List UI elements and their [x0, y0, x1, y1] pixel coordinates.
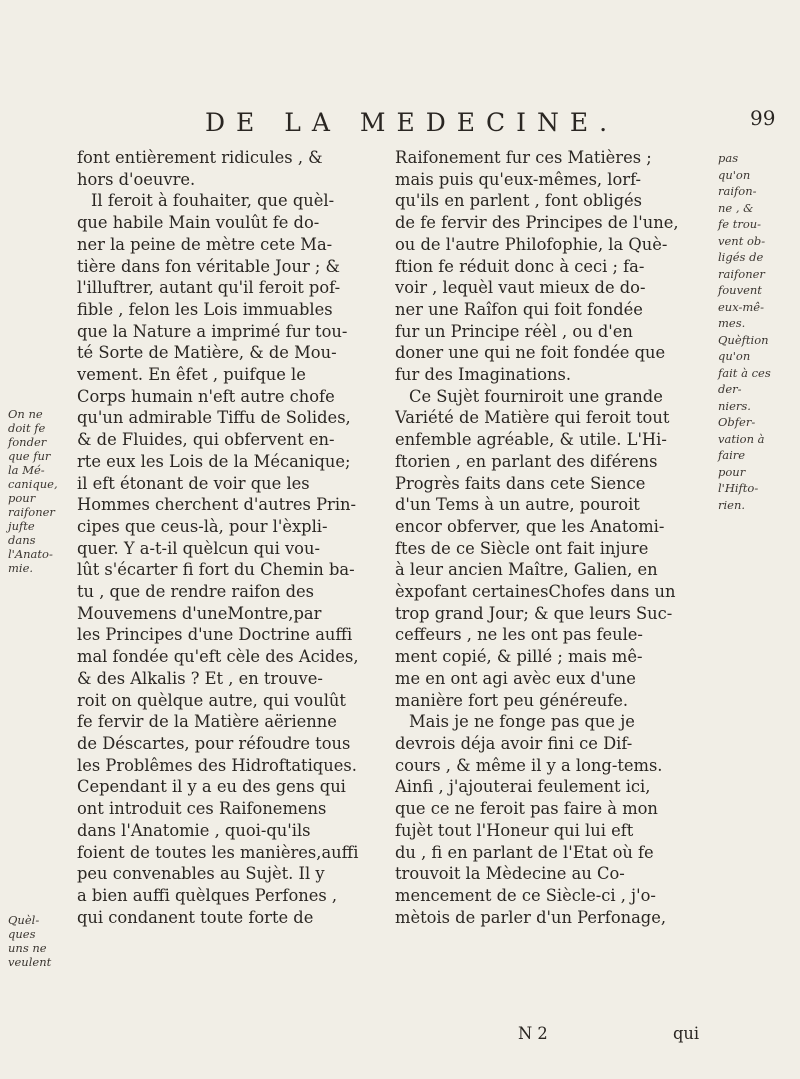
- text-line: Ainfi , j'ajouterai feulement ici,: [395, 777, 651, 797]
- margin-note-line: eux-mê-: [718, 299, 764, 314]
- margin-note-line: raifoner: [718, 266, 765, 281]
- text-line: peu convenables au Sujèt. Il y: [77, 864, 325, 884]
- text-line: qu'ils en parlent , font obligés: [395, 191, 643, 211]
- page-number: 99: [750, 106, 776, 130]
- text-line: hors d'oeuvre.: [77, 169, 196, 189]
- margin-note-line: Quèl-: [8, 913, 40, 927]
- text-line: Ce Sujèt fourniroit une grande: [409, 386, 663, 406]
- text-line: encor obferver, que les Anatomi-: [395, 516, 665, 536]
- margin-note-line: pas: [718, 151, 739, 165]
- left-margin-note-2: [8, 913, 76, 969]
- margin-note-line: l'Hifto-: [718, 481, 759, 495]
- text-line: me en ont agi avèc eux d'une: [395, 668, 636, 688]
- margin-note-line: jufte: [8, 519, 35, 533]
- text-line: cours , & même il y a long-tems.: [395, 755, 663, 775]
- text-line: que la Nature a imprimé fur tou-: [77, 321, 348, 341]
- margin-note-line: la Mé-: [8, 463, 45, 477]
- right-margin-notes: [718, 150, 798, 513]
- margin-note-line: canique,: [8, 477, 58, 491]
- text-line: de fe fervir des Principes de l'une,: [395, 213, 679, 233]
- text-line: Variété de Matière qui feroit tout: [395, 408, 670, 428]
- margin-note-line: raifon-: [718, 184, 757, 198]
- margin-note-line: dans: [8, 533, 36, 547]
- margin-note-line: doit fe: [8, 421, 46, 435]
- text-line: quer. Y a-t-il quèlcun qui vou-: [77, 538, 320, 558]
- text-line: Mouvemens d'uneMontre,par: [77, 603, 322, 623]
- text-line: enfemble agréable, & utile. L'Hi-: [395, 430, 667, 450]
- text-line: Corps humain n'eft autre chofe: [77, 386, 335, 406]
- left-text-column: [77, 147, 382, 928]
- text-line: ment copié, & pillé ; mais mê-: [395, 647, 643, 667]
- text-line: tière dans fon véritable Jour ; &: [77, 256, 341, 276]
- margin-note-line: qu'on: [718, 167, 751, 182]
- margin-note-line: rien.: [718, 497, 746, 512]
- text-line: qu'un admirable Tiffu de Solides,: [77, 408, 351, 428]
- text-line: que habile Main voulût fe do-: [77, 213, 320, 233]
- text-line: lût s'écarter fi fort du Chemin ba-: [77, 560, 355, 580]
- text-line: roit on quèlque autre, qui voulût: [77, 690, 346, 710]
- text-line: dans l'Anatomie , quoi-qu'ils: [77, 820, 311, 840]
- text-line: fible , felon les Lois immuables: [77, 299, 333, 319]
- text-line: Il feroit à fouhaiter, que quèl-: [91, 191, 335, 211]
- margin-note-line: ne , &: [718, 200, 754, 215]
- running-header: DE LA MEDECINE.: [205, 108, 619, 137]
- text-line: fur un Principe réèl , ou d'en: [395, 321, 633, 341]
- margin-note-line: vation à: [718, 431, 765, 446]
- text-line: d'un Tems à un autre, pouroit: [395, 495, 640, 515]
- text-line: Hommes cherchent d'autres Prin-: [77, 495, 357, 515]
- text-line: ftorien , en parlant des diférens: [395, 451, 658, 471]
- margin-note-line: fait à ces: [718, 365, 771, 380]
- text-line: vement. En êfet , puifque le: [77, 365, 306, 385]
- margin-note-line: Obfer-: [718, 415, 756, 429]
- text-line: ner la peine de mètre cete Ma-: [77, 234, 333, 254]
- text-line: l'illuftrer, autant qu'il feroit pof-: [77, 278, 341, 298]
- text-line: ftes de ce Siècle ont fait injure: [395, 538, 649, 558]
- margin-note-line: que fur: [8, 449, 51, 463]
- text-line: fe fervir de la Matière aërienne: [77, 712, 337, 732]
- text-line: èxpofant certainesChofes dans un: [395, 582, 676, 602]
- margin-note-line: fe trou-: [718, 217, 762, 231]
- text-line: que ce ne feroit pas faire à mon: [395, 799, 658, 819]
- text-line: fur des Imaginations.: [395, 365, 572, 385]
- margin-note-line: veulent: [8, 955, 52, 969]
- signature-mark: N 2: [518, 1024, 548, 1043]
- margin-note-line: der-: [718, 382, 742, 396]
- margin-note-line: vent ob-: [718, 233, 766, 248]
- margin-note-line: uns ne: [8, 941, 47, 955]
- margin-note-line: qu'on: [718, 349, 751, 363]
- text-line: ftion fe réduit donc à ceci ; fa-: [395, 256, 645, 276]
- text-line: les Problêmes des Hidroftatiques.: [77, 755, 357, 775]
- text-line: & de Fluides, qui obfervent en-: [77, 430, 335, 450]
- text-line: devrois déja avoir fini ce Dif-: [395, 733, 633, 753]
- margin-note-line: ligés de: [718, 250, 764, 264]
- text-line: mètois de parler d'un Perfonage,: [395, 907, 667, 927]
- text-line: Mais je ne fonge pas que je: [409, 712, 635, 732]
- margin-note-line: Quèftion: [718, 332, 769, 347]
- text-line: les Principes d'une Doctrine auffi: [77, 625, 353, 645]
- text-line: font entièrement ridicules , &: [77, 148, 323, 167]
- text-line: té Sorte de Matière, & de Mou-: [77, 343, 337, 363]
- margin-note-line: pour: [718, 464, 746, 479]
- text-line: mencement de ce Siècle-ci , j'o-: [395, 885, 656, 905]
- text-line: tu , que de rendre raifon des: [77, 582, 315, 602]
- catchword: qui: [673, 1024, 700, 1043]
- margin-note-line: ques: [8, 927, 36, 941]
- text-line: mais puis qu'eux-mêmes, lorf-: [395, 169, 642, 189]
- margin-note-line: faire: [718, 448, 746, 462]
- text-line: trouvoit la Mèdecine au Co-: [395, 864, 625, 884]
- text-line: foient de toutes les manières,auffi: [77, 842, 359, 862]
- text-line: qui condanent toute forte de: [77, 907, 314, 927]
- text-line: manière fort peu généreufe.: [395, 690, 629, 710]
- text-line: ceffeurs , ne les ont pas feule-: [395, 625, 643, 645]
- text-line: cipes que ceus-là, pour l'èxpli-: [77, 516, 328, 536]
- text-line: Cependant il y a eu des gens qui: [77, 777, 346, 797]
- text-line: rte eux les Lois de la Mécanique;: [77, 451, 351, 471]
- text-line: & des Alkalis ? Et , en trouve-: [77, 668, 323, 688]
- right-text-column: [395, 147, 713, 928]
- margin-note-line: On ne: [8, 407, 43, 421]
- text-line: trop grand Jour; & que leurs Suc-: [395, 603, 673, 623]
- margin-note-line: fouvent: [718, 283, 762, 297]
- text-line: ont introduit ces Raifonemens: [77, 799, 327, 819]
- margin-note-line: pour: [8, 491, 36, 505]
- margin-note-line: niers.: [718, 398, 751, 413]
- text-line: fujèt tout l'Honeur qui lui eft: [395, 820, 634, 840]
- text-line: à leur ancien Maître, Galien, en: [395, 560, 658, 580]
- text-line: ner une Raîfon qui foit fondée: [395, 299, 643, 319]
- margin-note-line: raifoner: [8, 505, 55, 519]
- margin-note-line: mes.: [718, 316, 746, 330]
- text-line: il eft étonant de voir que les: [77, 473, 310, 493]
- text-line: Raifonement fur ces Matières ;: [395, 148, 652, 167]
- text-line: mal fondée qu'eft cèle des Acides,: [77, 647, 359, 667]
- margin-note-line: fonder: [8, 435, 47, 449]
- text-line: Progrès faits dans cete Sience: [395, 473, 646, 493]
- text-line: doner une qui ne foit fondée que: [395, 343, 666, 363]
- text-line: ou de l'autre Philofophie, la Què-: [395, 234, 668, 254]
- text-line: du , fi en parlant de l'Etat où fe: [395, 842, 654, 862]
- margin-note-line: l'Anato-: [8, 547, 53, 561]
- text-line: a bien auffi quèlques Perfones ,: [77, 885, 338, 905]
- margin-note-line: mie.: [8, 561, 34, 575]
- left-margin-note-1: [8, 407, 76, 575]
- text-line: voir , lequèl vaut mieux de do-: [395, 278, 646, 298]
- text-line: de Déscartes, pour réfoudre tous: [77, 733, 351, 753]
